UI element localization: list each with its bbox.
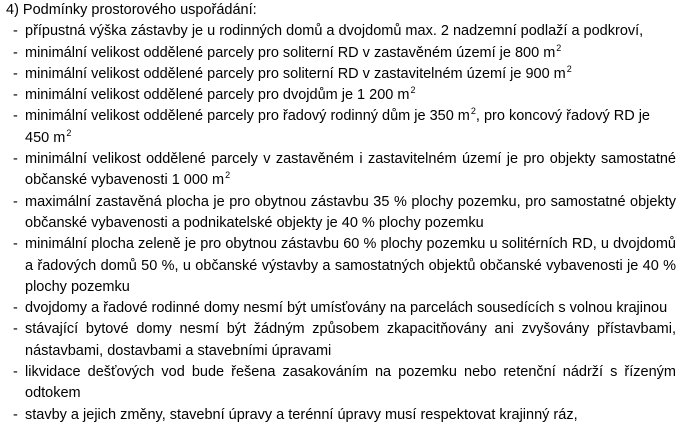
conditions-list <box>0 21 676 426</box>
unit-exponent: 2 <box>225 170 231 181</box>
list-item-text: minimální velikost oddělené parcely pro řadový rodinný dům je 350 m <box>25 108 470 125</box>
list-item-text: minimální plocha zeleně je pro obytnou zástavbu 60 % plochy pozemku u solitérních RD, u dvojdomů a řadových domů 50 %, u občanské výstavby a samostatných objektů občanské vybavenosti je 40 % plochy pozemku <box>25 236 676 295</box>
unit-exponent: 2 <box>470 106 476 117</box>
unit-exponent: 2 <box>410 85 416 96</box>
list-item-text: stávající bytové domy nesmí být žádným způsobem zkapacitňovány ani zvyšovány přístavbami, nástavbami, dostavbami a stavebními úpravami <box>25 321 676 359</box>
list-item-text: přípustná výška zástavby je u rodinných domů a dvojdomů max. 2 nadzemní podlaží a podkroví, <box>25 23 644 40</box>
list-item-text: maximální zastavěná plocha je pro obytnou zástavbu 35 % plochy pozemku, pro samostatné objekty občanské vybavenosti a podnikatelské objekty je 40 % plochy pozemku <box>25 193 676 231</box>
list-item <box>0 43 676 64</box>
list-item <box>0 149 676 192</box>
list-item <box>0 85 676 106</box>
list-bullet: - <box>13 65 18 82</box>
list-item-text: likvidace dešťových vod bude řešena zasakováním na pozemku nebo retenční nádrží s řízeným odtokem <box>25 364 676 402</box>
list-item-tail: , pro koncový řadový RD je 450 m <box>25 108 650 146</box>
list-bullet: - <box>13 236 18 253</box>
list-item-text: minimální velikost oddělené parcely pro soliterní RD v zastavěném území je 800 m <box>25 44 556 61</box>
list-item-text: minimální velikost oddělené parcely pro dvojdům je 1 200 m <box>25 87 410 104</box>
list-item <box>0 21 676 42</box>
list-bullet: - <box>13 23 18 40</box>
list-item <box>0 319 676 362</box>
list-item <box>0 192 676 235</box>
list-bullet: - <box>13 108 18 125</box>
list-bullet: - <box>13 151 18 168</box>
unit-exponent: 2 <box>566 63 572 74</box>
list-bullet: - <box>13 364 18 381</box>
list-item-text: minimální velikost oddělené parcely pro soliterní RD v zastavitelném území je 900 m <box>25 65 566 82</box>
list-item-text: dvojdomy a řadové rodinné domy nesmí být umísťovány na parcelách sousedících s volnou krajinou <box>25 300 668 317</box>
list-bullet: - <box>13 321 18 338</box>
list-bullet: - <box>13 44 18 61</box>
list-item <box>0 298 676 319</box>
list-bullet: - <box>13 87 18 104</box>
list-bullet: - <box>13 406 18 423</box>
list-item <box>0 106 676 149</box>
unit-exponent: 2 <box>66 127 72 138</box>
section-heading: 4) Podmínky prostorového uspořádání: <box>6 2 257 18</box>
list-item-text: stavby a jejich změny, stavební úpravy a terénní úpravy musí respektovat krajinný ráz, <box>25 406 578 423</box>
list-item <box>0 405 676 426</box>
list-bullet: - <box>13 300 18 317</box>
list-item <box>0 234 676 298</box>
list-item-text: minimální velikost oddělené parcely v zastavěném i zastavitelném území je pro objekty samostatné občanské vybavenosti 1 000 m <box>25 151 676 189</box>
unit-exponent: 2 <box>556 42 562 53</box>
list-item <box>0 362 676 405</box>
list-item <box>0 64 676 85</box>
list-bullet: - <box>13 193 18 210</box>
